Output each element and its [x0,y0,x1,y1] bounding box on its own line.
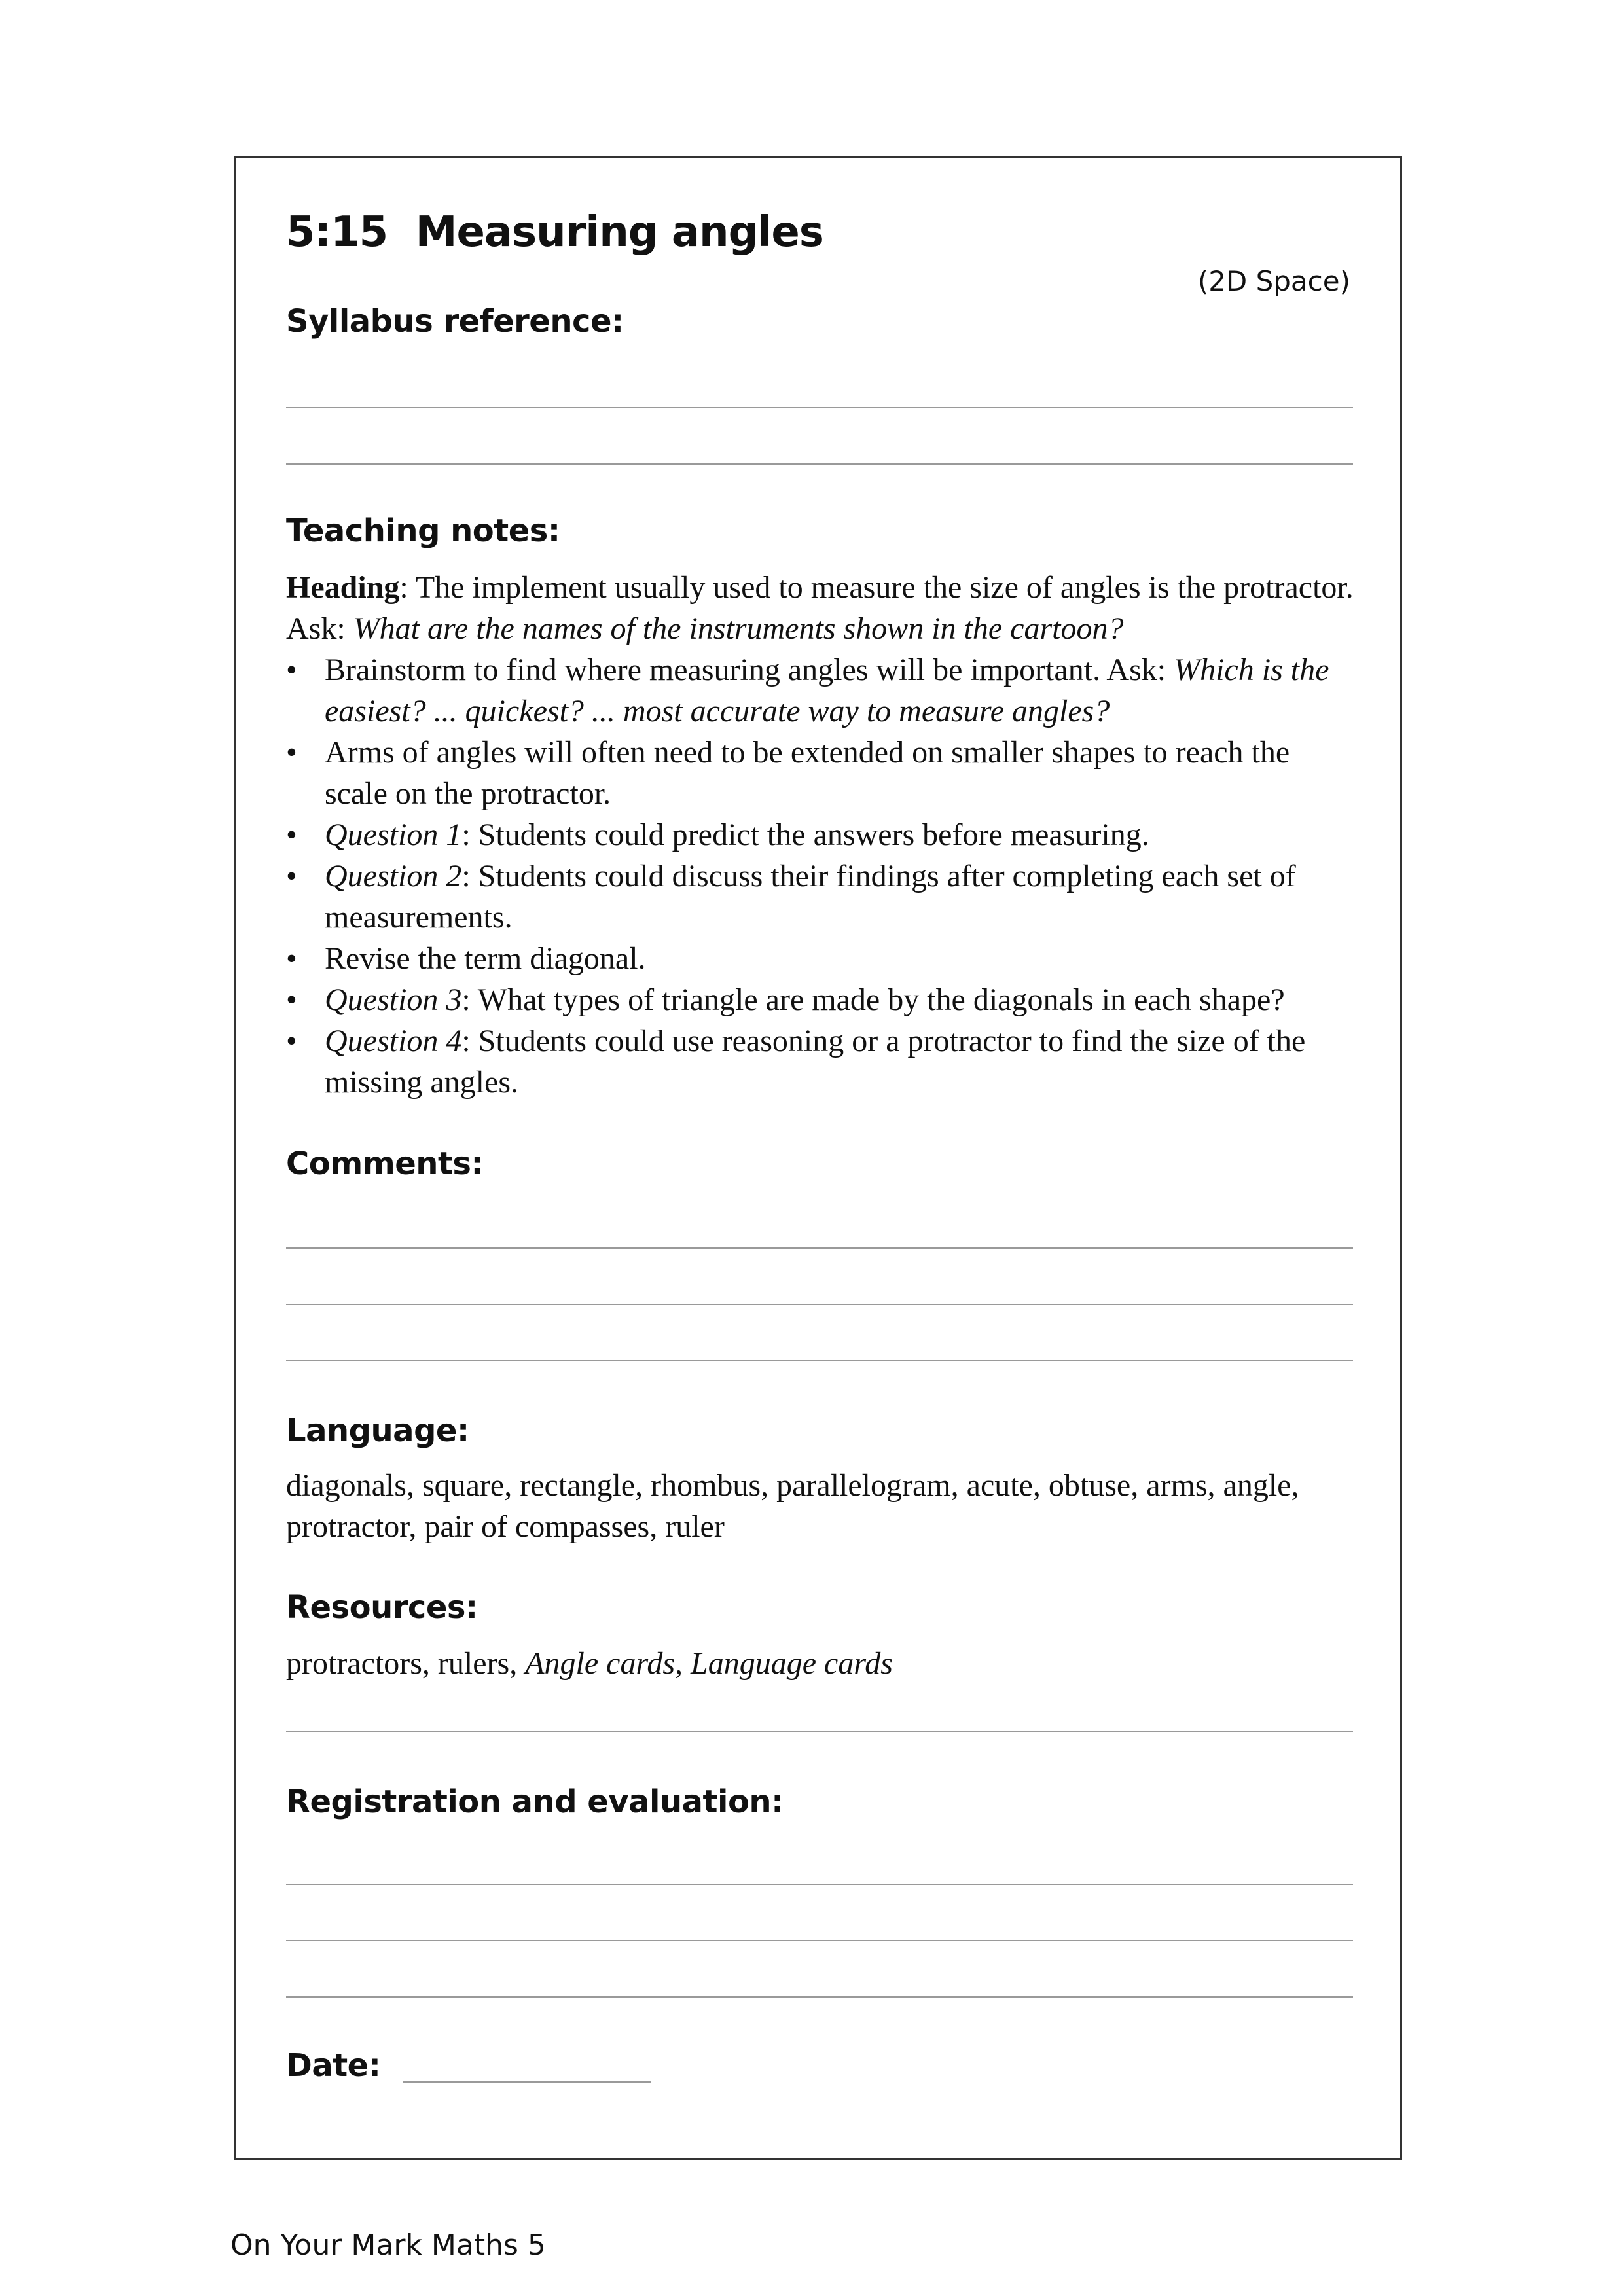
intro-text: : The implement usually used to measure the size of angles is the protractor. Ask: [286,570,1354,646]
note-text: : Students could predict the answers before measuring. [461,817,1149,852]
registration-heading: Registration and evaluation: [286,1784,784,1820]
note-question: Which is the easiest? ... quickest? ... most accurate way to measure angles? [325,653,1329,728]
teaching-note-item [286,1020,1360,1103]
bullet-mark: • [286,735,297,770]
language-heading: Language: [286,1412,469,1449]
comments-line-2 [286,1304,1353,1305]
syllabus-line-1 [286,407,1353,408]
teaching-notes-body [286,567,1360,1103]
note-text: : What types of triangle are made by the diagonals in each shape? [461,982,1285,1017]
resources-line [286,1731,1353,1732]
question-label: Question 4 [325,1024,462,1058]
teaching-note-item [286,649,1360,732]
note-text: Arms of angles will often need to be extended on smaller shapes to reach the scale on the protractor. [325,735,1290,811]
question-label: Question 1 [325,817,462,852]
teaching-notes-intro [286,567,1360,649]
teaching-note-item [286,938,1360,979]
question-label: Question 2 [325,859,462,893]
registration-line-3 [286,1996,1353,1998]
note-text: Revise the term diagonal. [325,941,646,976]
teaching-note-item [286,814,1360,855]
bullet-mark: • [286,982,297,1017]
intro-question: What are the names of the instruments shown in the cartoon? [353,611,1124,646]
bullet-mark: • [286,1024,297,1058]
bullet-mark: • [286,859,297,893]
date-label: Date: [286,2047,381,2084]
resources-heading: Resources: [286,1589,478,1626]
note-text: Brainstorm to find where measuring angles will be important. Ask: [325,653,1174,687]
comments-line-3 [286,1360,1353,1361]
footer-text: On Your Mark Maths 5 [230,2229,546,2262]
registration-line-2 [286,1940,1353,1941]
syllabus-line-2 [286,463,1353,465]
bullet-mark: • [286,941,297,976]
note-text: : Students could discuss their findings after completing each set of measurements. [325,859,1296,935]
syllabus-heading: Syllabus reference: [286,303,624,340]
language-text: diagonals, square, rectangle, rhombus, parallelogram, acute, obtuse, arms, angle, protractor, pair of compasses, ruler [286,1468,1299,1544]
comments-heading: Comments: [286,1145,484,1182]
page-title: 5:15 Measuring angles [286,208,823,257]
heading-label: Heading [286,570,400,605]
teaching-note-item [286,855,1360,938]
note-text: : Students could use reasoning or a protractor to find the size of the missing angles. [325,1024,1306,1100]
resources-italic: Angle cards, Language cards [525,1646,893,1681]
teaching-notes-heading: Teaching notes: [286,512,560,549]
question-label: Question 3 [325,982,462,1017]
teaching-note-item [286,979,1360,1020]
registration-line-1 [286,1884,1353,1885]
teaching-note-item [286,732,1360,814]
resources-plain: protractors, rulers, [286,1646,526,1681]
teaching-notes-list [286,649,1360,1103]
comments-line-1 [286,1247,1353,1249]
bullet-mark: • [286,817,297,852]
strand-label: (2D Space) [1197,265,1350,297]
date-line [403,2081,651,2083]
bullet-mark: • [286,653,297,687]
resources-text [286,1643,1360,1684]
